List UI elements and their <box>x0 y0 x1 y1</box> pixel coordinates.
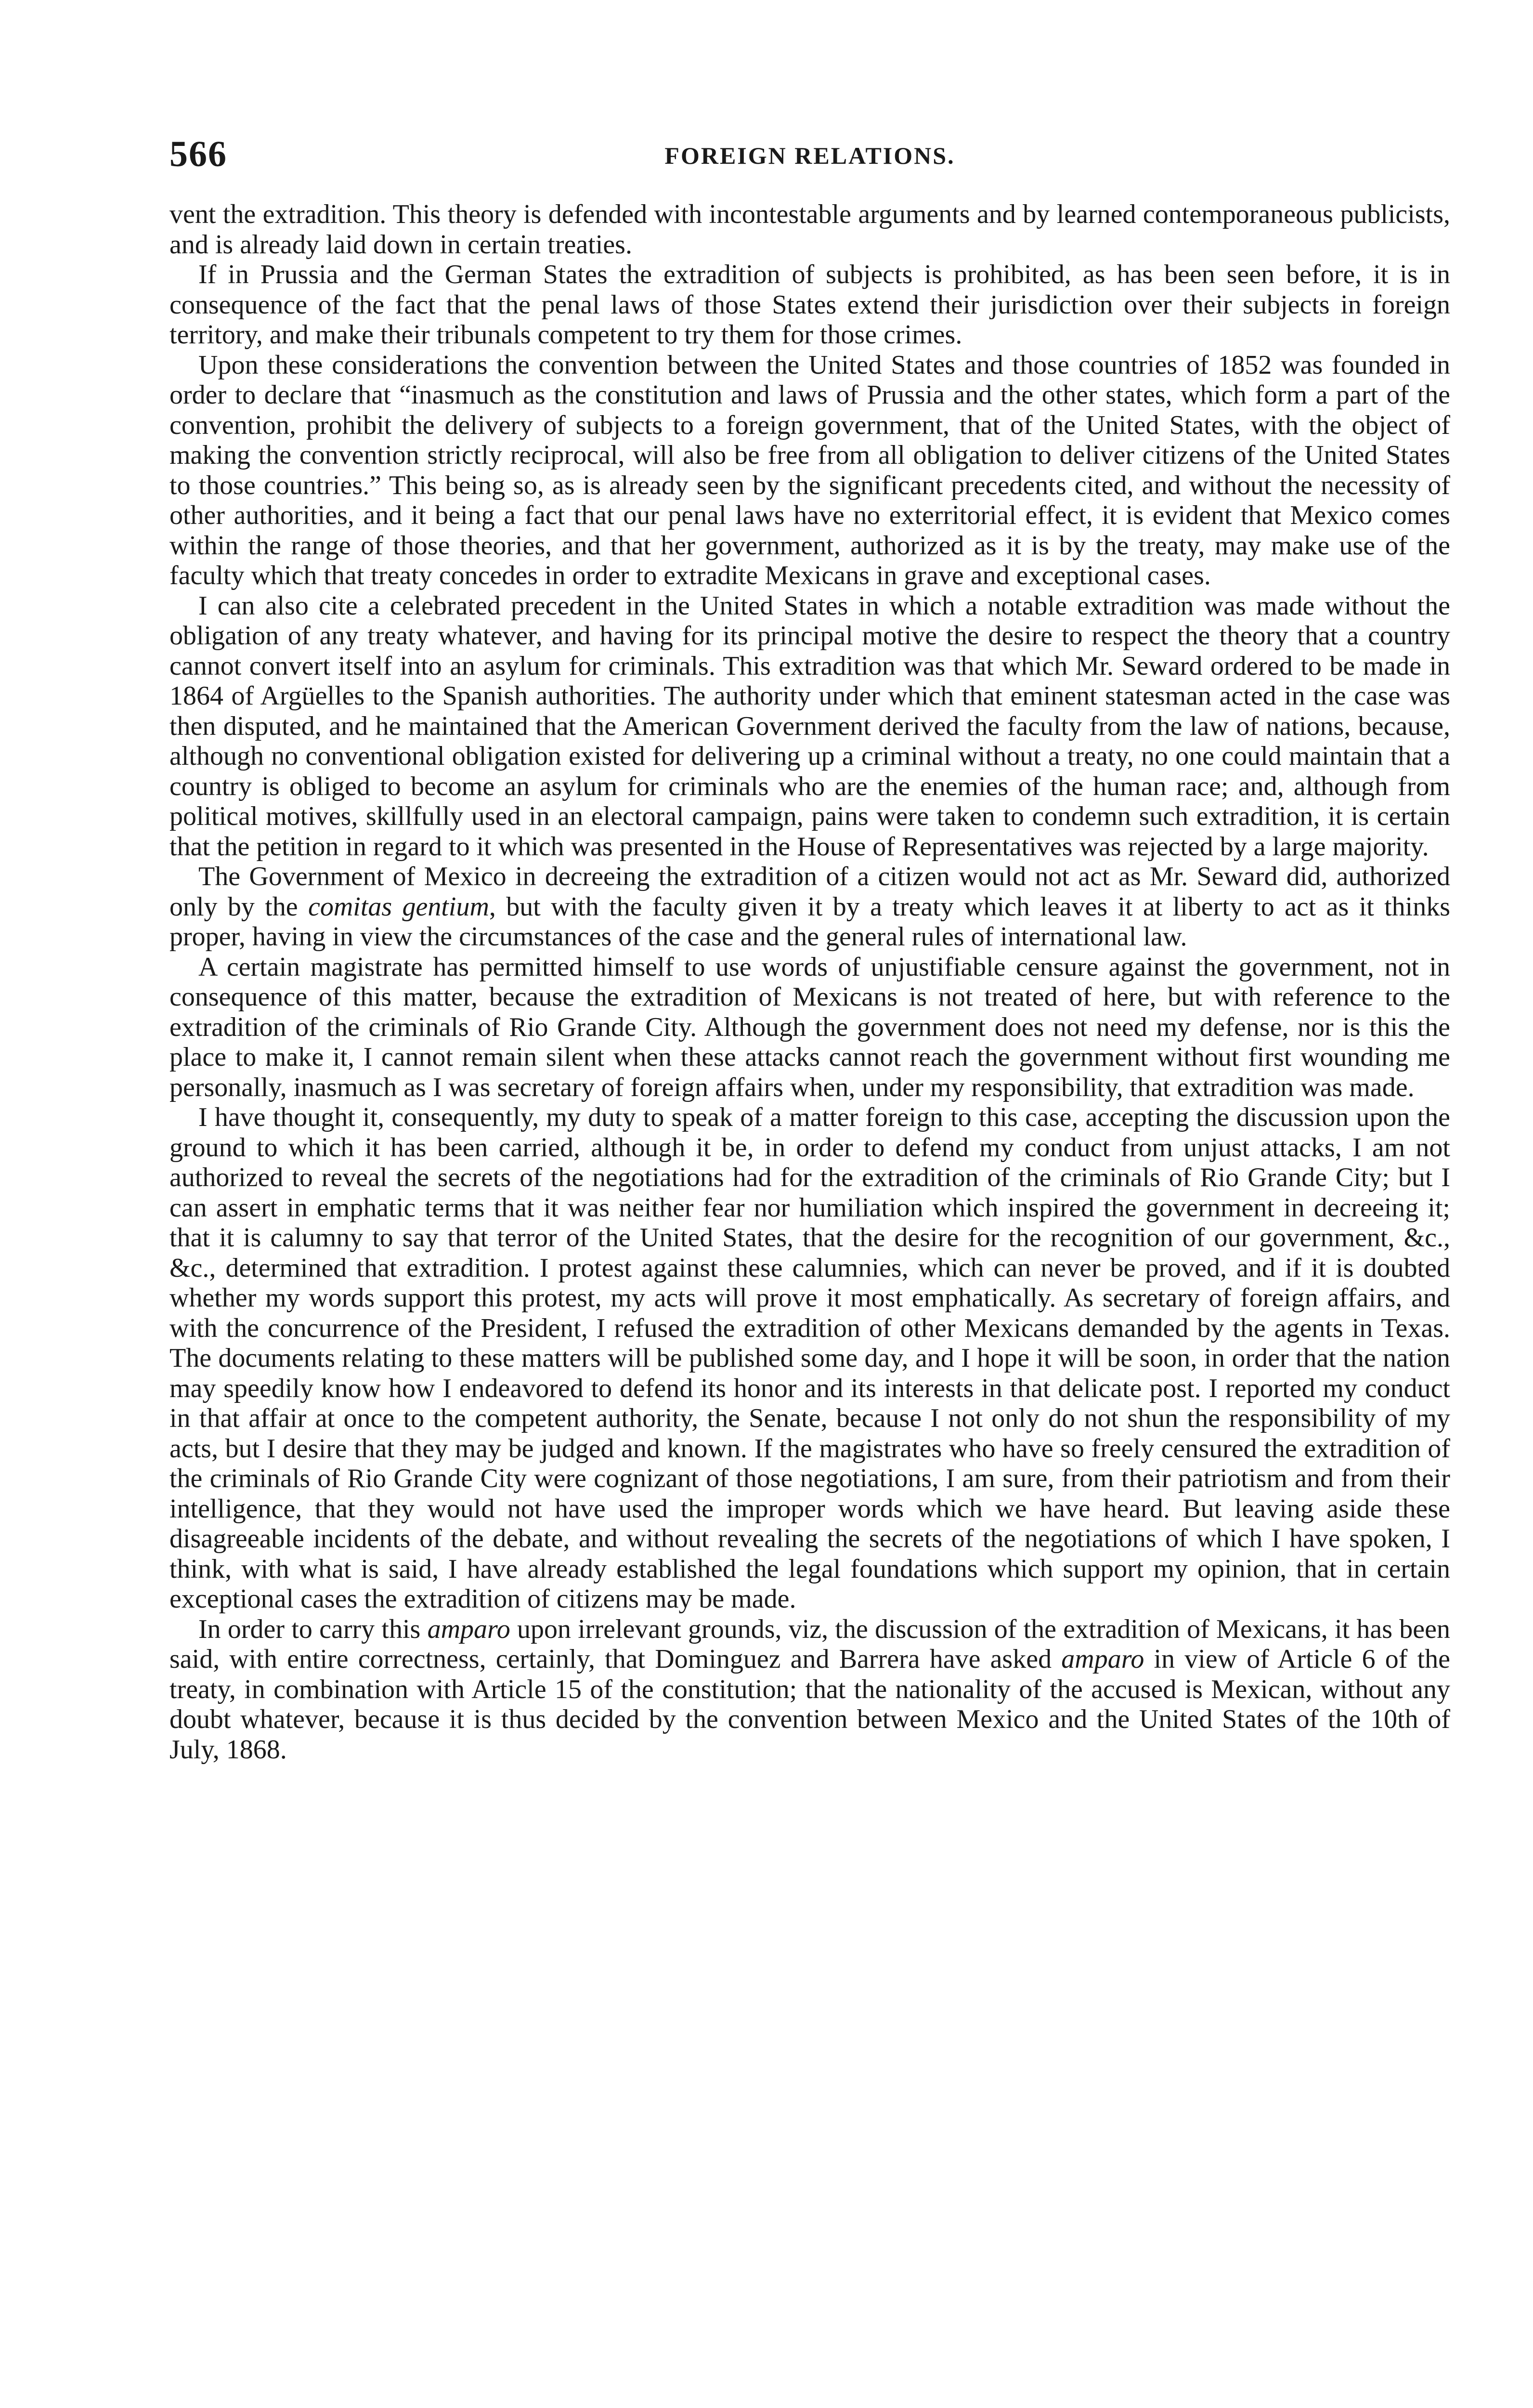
paragraph <box>169 260 1450 350</box>
paragraph <box>169 199 1450 260</box>
italic-term: comitas gentium <box>308 891 489 922</box>
paragraph-text: in view of Article 6 of the treaty, in combination with Article 15 of the constitution; that the nationality of the accused is Mexican, without any doubt whatever, because it is thus decided by the convention between Mexico and the United States of the 10th of July, 1868. <box>169 1644 1450 1765</box>
paragraph <box>169 1102 1450 1614</box>
running-title: FOREIGN RELATIONS. <box>664 142 955 169</box>
paragraph <box>169 862 1450 952</box>
paragraph-text: Upon these considerations the convention between the United States and those countries of 1852 was founded in order to declare that “inasmuch as the constitution and laws of Prussia and the other states, which form a part of the convention, prohibit the delivery of subjects to a foreign government, that of the United States, with the object of making the convention strictly reciprocal, will also be free from all obligation to deliver citizens of the United States to those countries.” This being so, as is already seen by the significant precedents cited, and without the necessity of other authorities, and it being a fact that our penal laws have no exterritorial effect, it is evident that Mexico comes within the range of those theories, and that her government, authorized as it is by the treaty, may make use of the faculty which that treaty concedes in order to extradite Mexicans in grave and exceptional cases. <box>169 350 1450 590</box>
running-head <box>169 130 1450 183</box>
paragraph-text: I have thought it, consequently, my duty to speak of a matter foreign to this case, accepting the discussion upon the ground to which it has been carried, although it be, in order to defend my conduct from unjust attacks, I am not authorized to reveal the secrets of the negotiations had for the extradition of the criminals of Rio Grande City; but I can assert in emphatic terms that it was neither fear nor humiliation which inspired the government in decreeing it; that it is calumny to say that terror of the United States, that the desire for the recognition of our government, &c., &c., determined that extradition. I protest against these calumnies, which can never be proved, and if it is doubted whether my words support this protest, my acts will prove it most emphatically. As secretary of foreign affairs, and with the concurrence of the President, I refused the extradition of other Mexicans demanded by the agents in Texas. The documents relating to these matters will be published some day, and I hope it will be soon, in order that the nation may speedily know how I endeavored to defend its honor and its interests in that delicate post. I reported my conduct in that affair at once to the competent authority, the Senate, because I not only do not shun the responsibility of my acts, but I desire that they may be judged and known. If the magistrates who have so freely censured the extradition of the criminals of Rio Grande City were cognizant of those negotiations, I am sure, from their patriotism and from their intelligence, that they would not have used the improper words which we have heard. But leaving aside these disagreeable incidents of the debate, and without revealing the secrets of the negotiations of which I have spoken, I think, with what is said, I have already established the legal foundations which support my opinion, that in certain exceptional cases the extradition of citizens may be made. <box>169 1102 1450 1614</box>
paragraph <box>169 350 1450 591</box>
paragraph-text: If in Prussia and the German States the extradition of subjects is prohibited, as has been seen before, it is in consequence of the fact that the penal laws of those States extend their jurisdiction over their subjects in foreign territory, and make their tribunals competent to try them for those crimes. <box>169 260 1450 350</box>
paragraph-text: upon irrelevant grounds, viz, the discussion of the extradition of Mexicans, it has been said, with entire correctness, certainly, that Dominguez and Barrera have asked <box>169 1614 1451 1674</box>
paragraph <box>169 591 1450 862</box>
italic-term: amparo <box>427 1614 510 1644</box>
paragraph-text: The Government of Mexico in decreeing the extradition of a citizen would not act as Mr. Seward did, authorized only by the <box>169 862 1450 922</box>
page-number: 566 <box>169 134 227 174</box>
paragraph-text: vent the extradition. This theory is defended with incontestable arguments and by learned contemporaneous publicists, and is already laid down in certain treaties. <box>169 199 1450 260</box>
paragraph-text: A certain magistrate has permitted himself to use words of unjustifiable censure against the government, not in consequence of this matter, because the extradition of Mexicans is not treated of here, but with reference to the extradition of the criminals of Rio Grande City. Although the government does not need my defense, nor is this the place to make it, I cannot remain silent when these attacks cannot reach the government without first wounding me personally, inasmuch as I was secretary of foreign affairs when, under my responsibility, that extradition was made. <box>169 952 1450 1102</box>
paragraph <box>169 1614 1450 1765</box>
paragraph-text: In order to carry this <box>198 1614 428 1644</box>
paragraph <box>169 952 1450 1103</box>
body-text <box>169 199 1450 1765</box>
italic-term: amparo <box>1061 1644 1144 1674</box>
paragraph-text: I can also cite a celebrated precedent in the United States in which a notable extradition was made without the obligation of any treaty whatever, and having for its principal motive the desire to respect the theory that a country cannot convert itself into an asylum for criminals. This extradition was that which Mr. Seward ordered to be made in 1864 of Argüelles to the Spanish authorities. The authority under which that eminent statesman acted in the case was then disputed, and he maintained that the American Government derived the faculty from the law of nations, because, although no conventional obligation existed for delivering up a criminal without a treaty, no one could maintain that a country is obliged to become an asylum for criminals who are the enemies of the human race; and, although from political motives, skillfully used in an electoral campaign, pains were taken to condemn such extradition, it is certain that the petition in regard to it which was presented in the House of Representatives was rejected by a large majority. <box>169 590 1450 862</box>
document-page <box>169 130 1450 2408</box>
paragraph-text: , but with the faculty given it by a treaty which leaves it at liberty to act as it thinks proper, having in view the circumstances of the case and the general rules of international law. <box>169 891 1451 952</box>
